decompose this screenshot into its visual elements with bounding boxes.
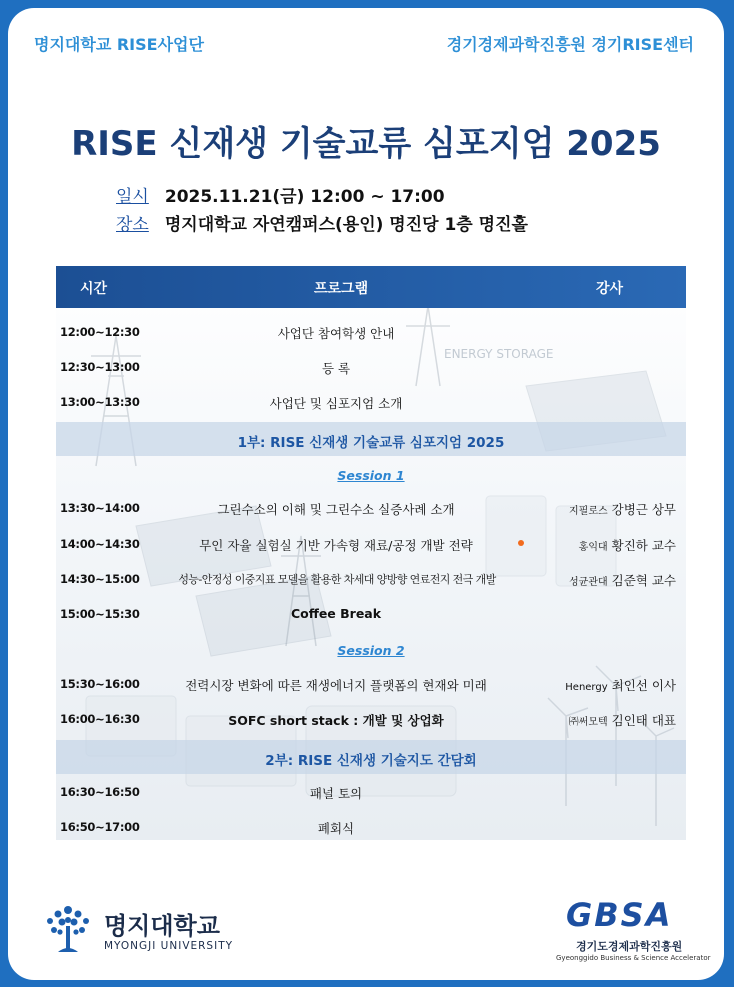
- tree-emblem-icon: [40, 902, 96, 958]
- watermark-energy-storage: ENERGY STORAGE: [444, 347, 554, 361]
- row-time: 14:30~15:00: [60, 572, 140, 586]
- row-program: 무인 자율 실험실 기반 가속형 재료/공정 개발 전략: [199, 538, 473, 553]
- row-program: 폐회식: [317, 821, 355, 836]
- row-time: 16:00~16:30: [60, 712, 140, 726]
- row-program: 전력시장 변화에 따른 재생에너지 플랫폼의 현재와 미래: [185, 678, 487, 693]
- table-row: [56, 492, 686, 526]
- page-title: RISE 신재생 기술교류 심포지엄 2025: [71, 124, 661, 164]
- place-value: 명지대학교 자연캠퍼스(용인) 명진당 1층 명진홀: [164, 215, 528, 235]
- speaker-name: 최인선 이사: [611, 678, 676, 693]
- header-time: 시간: [80, 281, 108, 297]
- row-speaker: [569, 500, 676, 518]
- row-time: 14:00~14:30: [60, 537, 140, 551]
- speaker-name: 김준혁 교수: [611, 573, 676, 588]
- part1-band: [56, 422, 686, 456]
- gbsa-logo-ko: 경기도경제과학진흥원: [576, 940, 683, 953]
- row-program: 사업단 및 심포지엄 소개: [269, 396, 403, 411]
- table-row: [56, 316, 686, 350]
- speaker-org: 성균관대: [569, 577, 608, 588]
- row-program: Coffee Break: [290, 606, 382, 621]
- poster-card: [8, 8, 724, 980]
- row-program: SOFC short stack : 개발 및 상업화: [228, 713, 444, 728]
- row-time: 12:30~13:00: [60, 360, 140, 374]
- table-row: [56, 386, 686, 420]
- row-program: 등 록: [321, 361, 351, 376]
- myongji-logo-name: 명지대학교: [104, 912, 220, 940]
- table-header: [56, 266, 686, 308]
- gbsa-logo-name: GBSA: [566, 896, 673, 934]
- session1-title: Session 1: [337, 468, 405, 483]
- date-value: 2025.11.21(금) 12:00 ~ 17:00: [164, 187, 445, 207]
- row-speaker: [579, 536, 676, 554]
- part2-band: [56, 740, 686, 774]
- speaker-name: 황진하 교수: [611, 538, 676, 553]
- myongji-logo: [40, 902, 260, 962]
- table-row: [56, 351, 686, 385]
- date-label: 일시: [116, 187, 149, 207]
- row-time: 16:30~16:50: [60, 785, 140, 799]
- header-left-org: 명지대학교 RISE사업단: [34, 35, 204, 54]
- row-program: 패널 토의: [309, 786, 363, 801]
- orange-dot-marker: [518, 540, 524, 546]
- table-row: [56, 703, 686, 737]
- myongji-logo-sub: MYONGJI UNIVERSITY: [104, 940, 234, 952]
- table-row: [56, 668, 686, 702]
- part1-title: 1부: RISE 신재생 기술교류 심포지엄 2025: [237, 435, 505, 451]
- speaker-org: ㈜써모텍: [568, 717, 608, 728]
- table-row: [56, 811, 686, 840]
- row-time: 13:00~13:30: [60, 395, 140, 409]
- table-row: [56, 776, 686, 810]
- place-line: [116, 210, 528, 235]
- row-time: 13:30~14:00: [60, 501, 140, 515]
- row-program: 그린수소의 이해 및 그린수소 실증사례 소개: [217, 502, 455, 517]
- header-right-org: 경기경제과학진흥원 경기RISE센터: [446, 35, 694, 54]
- speaker-name: 강병근 상무: [611, 502, 676, 517]
- row-time: 16:50~17:00: [60, 820, 140, 834]
- session2-title: Session 2: [337, 643, 405, 658]
- header-program: 프로그램: [314, 281, 369, 297]
- date-line: [116, 182, 445, 207]
- speaker-name: 김인태 대표: [611, 713, 676, 728]
- row-program: 사업단 참여학생 안내: [277, 326, 395, 341]
- speaker-org: 지필로스: [569, 506, 608, 517]
- gbsa-logo: [556, 896, 716, 966]
- header-speaker: 강사: [596, 281, 624, 297]
- row-program: 성능-안정성 이중지표 모델을 활용한 차세대 양방향 연료전지 전극 개발: [178, 573, 496, 586]
- table-row: [56, 598, 686, 632]
- row-speaker: [569, 571, 676, 589]
- speaker-org: Henergy: [565, 682, 608, 693]
- row-time: 15:00~15:30: [60, 607, 140, 621]
- gbsa-logo-en: Gyeonggido Business & Science Accelerator: [556, 954, 711, 962]
- row-time: 12:00~12:30: [60, 325, 140, 339]
- row-speaker: [565, 676, 676, 694]
- row-time: 15:30~16:00: [60, 677, 140, 691]
- speaker-org: 홍익대: [578, 542, 608, 553]
- table-row: [56, 528, 686, 562]
- row-speaker: [569, 711, 676, 729]
- part2-title: 2부: RISE 신재생 기술지도 간담회: [265, 753, 477, 769]
- table-row: [56, 563, 686, 597]
- place-label: 장소: [116, 215, 149, 235]
- schedule-table: [56, 266, 686, 840]
